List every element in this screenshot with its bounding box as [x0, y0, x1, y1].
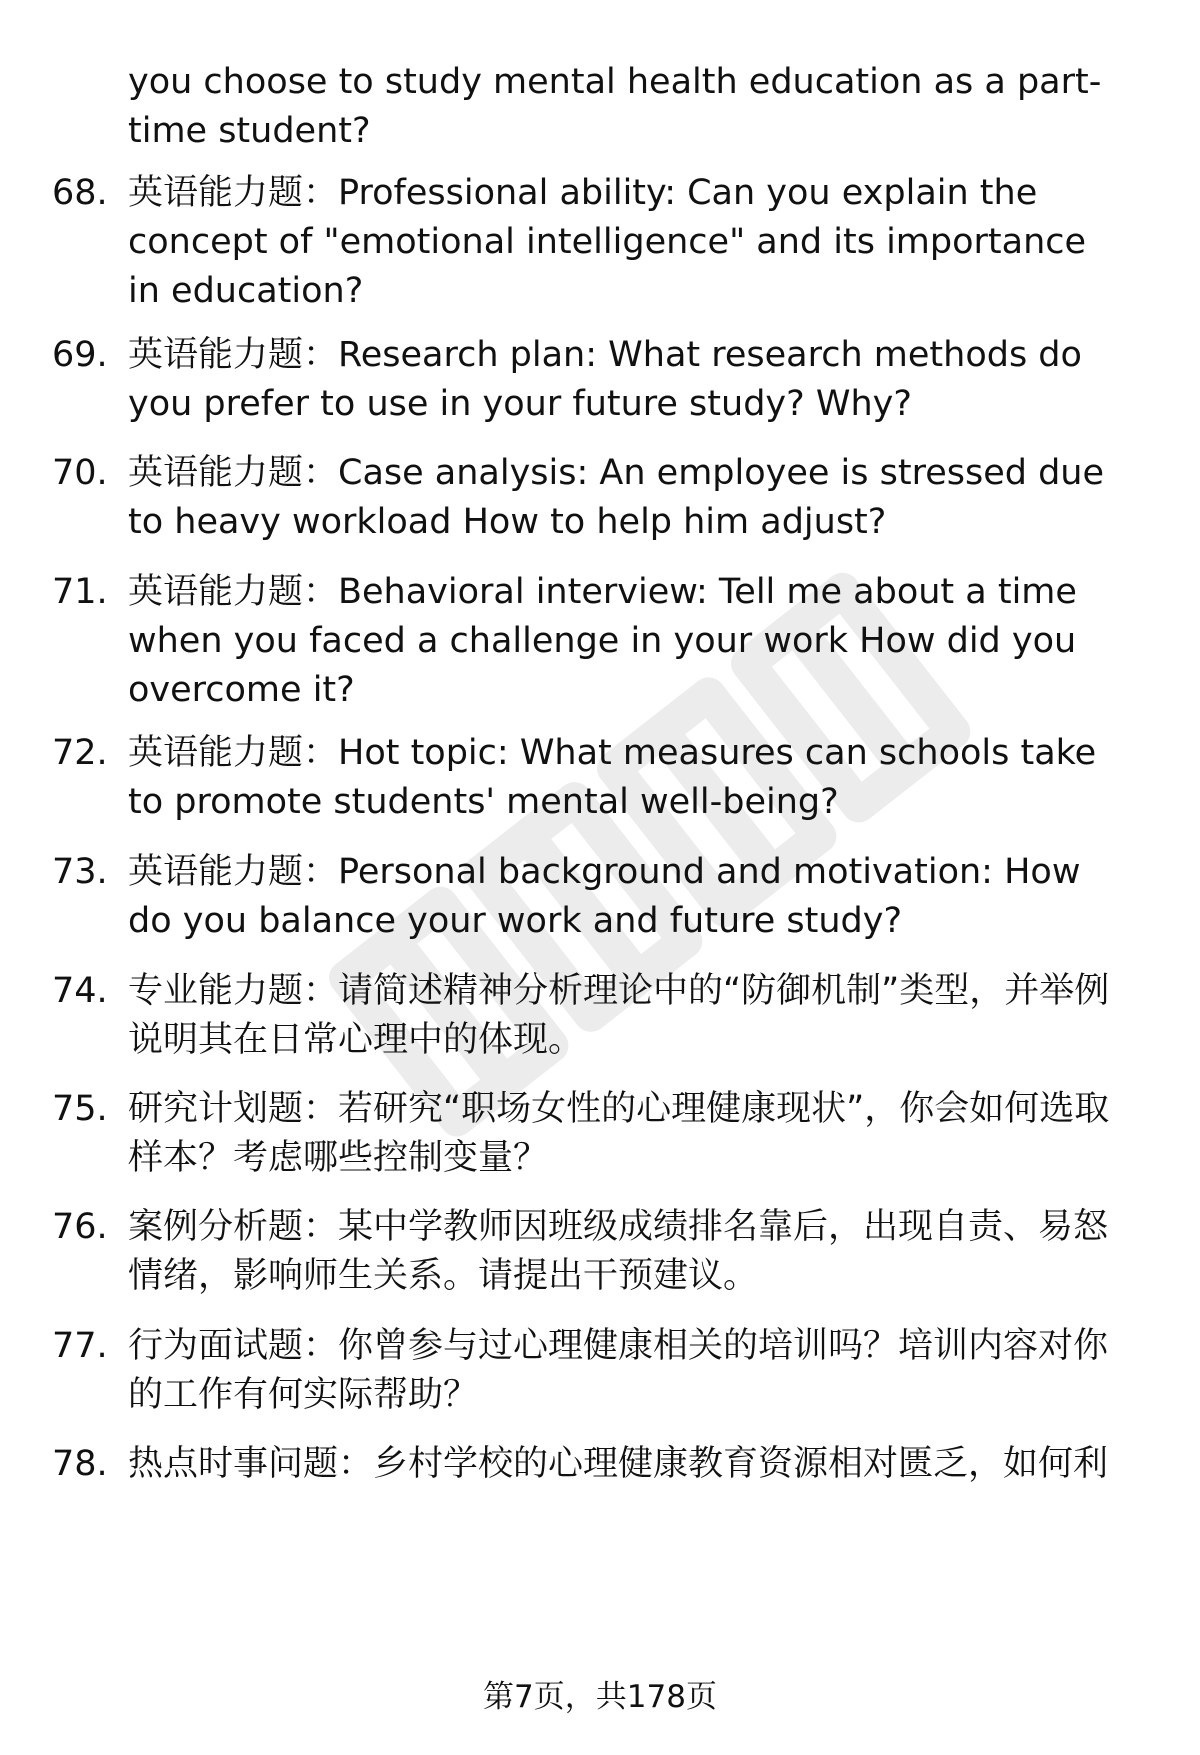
question-number: 76.	[52, 1207, 108, 1247]
question-text: 英语能力题：Hot topic: What measures can schools take to promote students' mental well-being?	[128, 733, 1097, 822]
question-item	[52, 848, 1148, 946]
question-number: 69.	[52, 335, 108, 375]
continuation-text: you choose to study mental health education as a part-time student?	[128, 62, 1102, 151]
question-item	[52, 449, 1148, 547]
question-number: 74.	[52, 971, 108, 1011]
question-item	[52, 331, 1148, 429]
page-footer: 第7页，共178页	[483, 1679, 717, 1715]
question-number: 71.	[52, 572, 108, 612]
question-item	[52, 729, 1148, 827]
question-item	[52, 1203, 1148, 1301]
question-number: 68.	[52, 173, 108, 213]
question-text: 行为面试题：你曾参与过心理健康相关的培训吗？培训内容对你的工作有何实际帮助？	[128, 1326, 1109, 1415]
question-item	[52, 1440, 1148, 1489]
question-text: 热点时事问题：乡村学校的心理健康教育资源相对匮乏，如何利	[128, 1444, 1109, 1484]
question-item	[52, 568, 1148, 715]
question-item	[52, 1085, 1148, 1183]
question-number: 72.	[52, 733, 108, 773]
question-number: 75.	[52, 1089, 108, 1129]
question-number: 77.	[52, 1326, 108, 1366]
question-number: 78.	[52, 1444, 108, 1484]
question-text: 英语能力题：Professional ability: Can you explain the concept of "emotional intelligence" and its importance in education?	[128, 173, 1087, 311]
question-text: 英语能力题：Case analysis: An employee is stressed due to heavy workload How to help him adjust?	[128, 453, 1105, 542]
question-item	[52, 967, 1148, 1065]
question-text: 研究计划题：若研究“职场女性的心理健康现状”，你会如何选取样本？考虑哪些控制变量？	[128, 1089, 1110, 1178]
question-text: 案例分析题：某中学教师因班级成绩排名靠后，出现自责、易怒情绪，影响师生关系。请提出干预建议。	[128, 1207, 1109, 1296]
question-text: 专业能力题：请简述精神分析理论中的“防御机制”类型，并举例说明其在日常心理中的体现。	[128, 971, 1110, 1060]
question-number: 73.	[52, 852, 108, 892]
question-item	[52, 169, 1148, 316]
question-item	[52, 1322, 1148, 1420]
question-text: 英语能力题：Personal background and motivation: How do you balance your work and future study?	[128, 852, 1081, 941]
question-text: 英语能力题：Behavioral interview: Tell me about a time when you faced a challenge in your work How did you overcome it?	[128, 572, 1077, 710]
question-text: 英语能力题：Research plan: What research methods do you prefer to use in your future study? Why?	[128, 335, 1082, 424]
question-number: 70.	[52, 453, 108, 493]
